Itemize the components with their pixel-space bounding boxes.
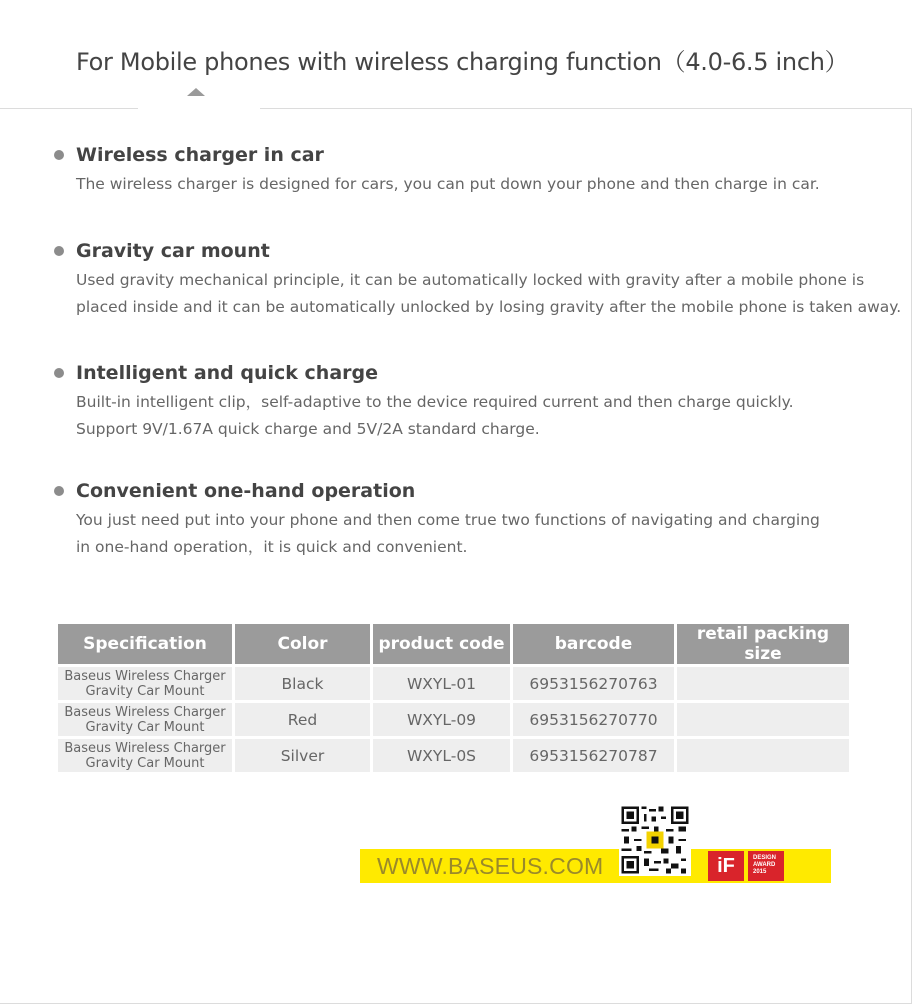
table-row	[58, 703, 849, 736]
page-title: For Mobile phones with wireless charging function（4.0-6.5 inch）	[76, 48, 849, 76]
cell-color: Black	[235, 667, 370, 700]
feature-description	[76, 507, 914, 561]
cell-packing-size	[677, 667, 849, 700]
table-header-row	[58, 624, 849, 664]
cell-product-code: WXYL-0S	[373, 739, 510, 772]
feature-line: The wireless charger is designed for cars, you can put down your phone and then charge in car.	[76, 175, 820, 193]
award-line: DESIGN	[753, 855, 777, 861]
spec-table	[55, 621, 852, 775]
if-logo-icon: iF	[708, 851, 744, 881]
table-row	[58, 739, 849, 772]
feature-title: Convenient one-hand operation	[76, 480, 416, 502]
feature-line: Support 9V/1.67A quick charge and 5V/2A standard charge.	[76, 420, 540, 438]
cell-specification	[58, 739, 232, 772]
spec-name-line: Baseus Wireless Charger	[64, 740, 226, 756]
spec-name-line: Baseus Wireless Charger	[64, 704, 226, 720]
column-header-barcode: barcode	[513, 624, 674, 664]
column-header-product-code: product code	[373, 624, 510, 664]
feature-one-hand	[54, 479, 914, 561]
feature-title: Intelligent and quick charge	[76, 362, 378, 384]
spec-name-line: Gravity Car Mount	[85, 683, 205, 699]
column-header-retail-packing-size: retail packing size	[677, 624, 849, 664]
feature-gravity-mount	[54, 239, 914, 321]
tab-notch	[138, 104, 260, 110]
bullet-icon	[54, 150, 64, 160]
cell-packing-size	[677, 739, 849, 772]
award-line: AWARD	[753, 862, 776, 868]
website-url[interactable]: WWW.BASEUS.COM	[377, 853, 604, 879]
feature-line: in one-hand operation，it is quick and convenient.	[76, 538, 468, 556]
feature-description	[76, 389, 914, 443]
bullet-icon	[54, 368, 64, 378]
feature-description	[76, 267, 914, 321]
spec-name-line: Gravity Car Mount	[85, 755, 205, 771]
cell-color: Silver	[235, 739, 370, 772]
cell-specification	[58, 703, 232, 736]
cell-specification	[58, 667, 232, 700]
feature-quick-charge	[54, 361, 914, 443]
feature-title: Wireless charger in car	[76, 144, 324, 166]
cell-barcode: 6953156270787	[513, 739, 674, 772]
feature-line: You just need put into your phone and then come true two functions of navigating and charging	[76, 511, 820, 529]
qr-code-icon	[619, 804, 691, 876]
award-line: 2015	[753, 869, 767, 875]
column-header-color: Color	[235, 624, 370, 664]
bullet-icon	[54, 246, 64, 256]
design-award-badge	[748, 851, 784, 881]
feature-wireless-charger	[54, 143, 914, 198]
cell-barcode: 6953156270763	[513, 667, 674, 700]
feature-line: Built-in intelligent clip，self-adaptive to the device required current and then charge quickly.	[76, 393, 794, 411]
spec-name-line: Baseus Wireless Charger	[64, 668, 226, 684]
feature-title: Gravity car mount	[76, 240, 270, 262]
spec-name-line: Gravity Car Mount	[85, 719, 205, 735]
caret-up-icon	[187, 88, 205, 96]
table-row	[58, 667, 849, 700]
bullet-icon	[54, 486, 64, 496]
cell-color: Red	[235, 703, 370, 736]
cell-product-code: WXYL-09	[373, 703, 510, 736]
feature-line: placed inside and it can be automatically unlocked by losing gravity after the mobile phone is taken away.	[76, 298, 902, 316]
cell-packing-size	[677, 703, 849, 736]
feature-line: Used gravity mechanical principle, it can be automatically locked with gravity after a mobile phone is	[76, 271, 865, 289]
feature-description	[76, 171, 914, 198]
cell-barcode: 6953156270770	[513, 703, 674, 736]
cell-product-code: WXYL-01	[373, 667, 510, 700]
column-header-specification: Specification	[58, 624, 232, 664]
